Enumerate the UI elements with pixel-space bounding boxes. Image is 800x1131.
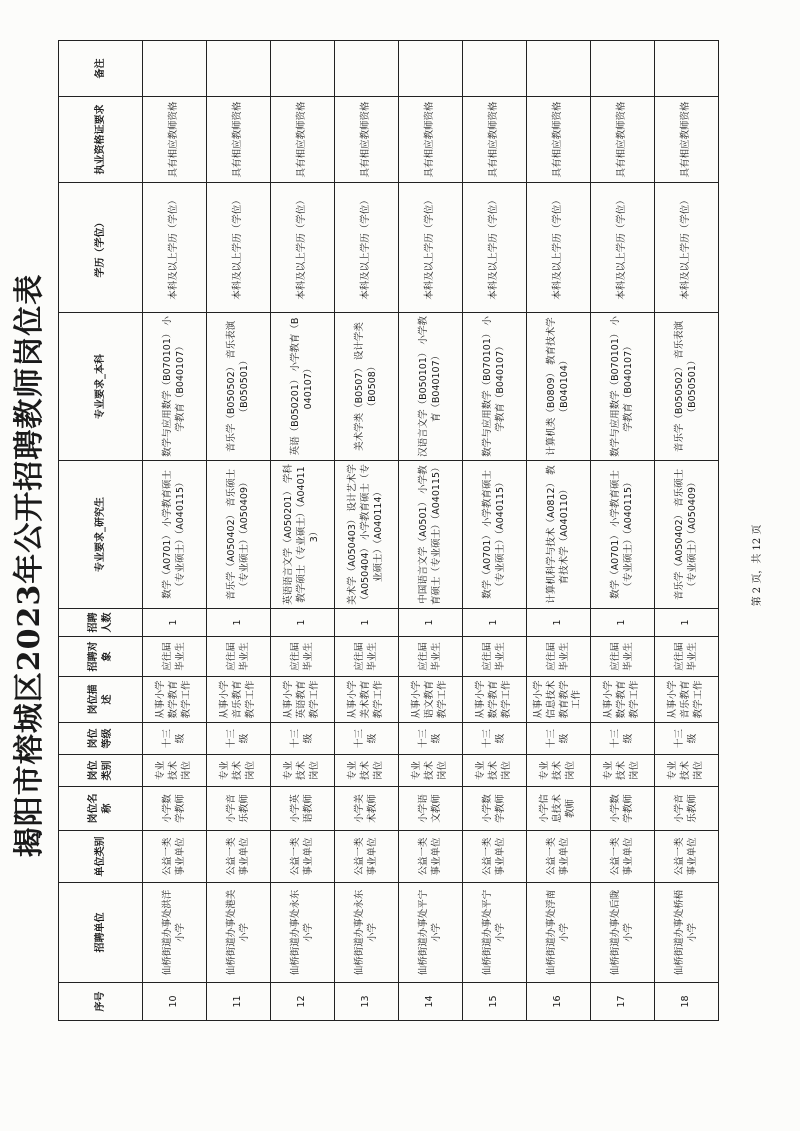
cell-major-ug: 数学与应用数学（B070101） 小学教育（B040107） (591, 313, 655, 461)
cell-target: 应往届毕业生 (527, 637, 591, 677)
cell-major-grad: 英语语言文学（A050201） 学科教学硕士（专业硕士）（A040113） (271, 461, 335, 609)
cell-seq: 18 (655, 983, 719, 1021)
cell-post-desc: 从事小学数学教育教学工作 (463, 677, 527, 723)
header-post-grade: 岗位等级 (59, 723, 143, 755)
header-unit-type: 单位类别 (59, 831, 143, 883)
cell-major-ug: 计算机类（B0809） 教育技术学（B040104） (527, 313, 591, 461)
cell-post-class: 专业技术岗位 (207, 755, 271, 787)
cell-seq: 13 (335, 983, 399, 1021)
header-major-ug: 专业要求_本科 (59, 313, 143, 461)
cell-count: 1 (271, 609, 335, 637)
cell-cert: 具有相应教师资格 (463, 97, 527, 183)
cell-major-ug: 英语（B050201） 小学教育（B040107） (271, 313, 335, 461)
cell-post-class: 专业技术岗位 (399, 755, 463, 787)
cell-post-desc: 从事小学英语教育教学工作 (271, 677, 335, 723)
cell-post-grade: 十三级 (591, 723, 655, 755)
cell-cert: 具有相应教师资格 (335, 97, 399, 183)
cell-post-grade: 十三级 (207, 723, 271, 755)
cell-major-grad: 美术学（A050403） 设计艺术学（A050404） 小学教育硕士（专业硕士）（A040114） (335, 461, 399, 609)
header-count: 招聘人数 (59, 609, 143, 637)
cell-target: 应往届毕业生 (463, 637, 527, 677)
cell-remark (463, 41, 527, 97)
cell-post-name: 小学音乐教师 (655, 787, 719, 831)
cell-target: 应往届毕业生 (655, 637, 719, 677)
cell-count: 1 (399, 609, 463, 637)
cell-post-class: 专业技术岗位 (463, 755, 527, 787)
cell-post-class: 专业技术岗位 (591, 755, 655, 787)
cell-major-grad: 中国语言文学（A0501） 小学教育硕士（专业硕士）（A040115） (399, 461, 463, 609)
cell-unit: 仙桥街道办事处平宁小学 (463, 883, 527, 983)
cell-cert: 具有相应教师资格 (591, 97, 655, 183)
cell-degree: 本科及以上学历（学位） (527, 183, 591, 313)
cell-post-name: 小学语文教师 (399, 787, 463, 831)
cell-target: 应往届毕业生 (207, 637, 271, 677)
cell-post-name: 小学数学教师 (591, 787, 655, 831)
header-unit: 招聘单位 (59, 883, 143, 983)
cell-unit: 仙桥街道办事处永东小学 (271, 883, 335, 983)
cell-target: 应往届毕业生 (271, 637, 335, 677)
cell-remark (271, 41, 335, 97)
header-cert: 执业资格证要求 (59, 97, 143, 183)
cell-remark (591, 41, 655, 97)
cell-unit-type: 公益一类事业单位 (399, 831, 463, 883)
cell-remark (527, 41, 591, 97)
cell-major-grad: 数学（A0701） 小学教育硕士（专业硕士）（A040115） (591, 461, 655, 609)
cell-remark (207, 41, 271, 97)
header-major-grad: 专业要求_研究生 (59, 461, 143, 609)
header-seq: 序号 (59, 983, 143, 1021)
cell-unit: 仙桥街道办事处后陇小学 (591, 883, 655, 983)
cell-unit: 仙桥街道办事处浮南小学 (527, 883, 591, 983)
table-row (655, 41, 719, 1021)
cell-major-ug: 美术学类（B0507） 设计学类（B0508） (335, 313, 399, 461)
cell-seq: 12 (271, 983, 335, 1021)
cell-count: 1 (207, 609, 271, 637)
cell-unit-type: 公益一类事业单位 (527, 831, 591, 883)
table-row (463, 41, 527, 1021)
cell-target: 应往届毕业生 (143, 637, 207, 677)
cell-cert: 具有相应教师资格 (527, 97, 591, 183)
cell-major-ug: 数学与应用数学（B070101） 小学教育（B040107） (463, 313, 527, 461)
cell-major-grad: 音乐学（A050402） 音乐硕士（专业硕士）（A050409） (207, 461, 271, 609)
cell-post-name: 小学美术教师 (335, 787, 399, 831)
cell-cert: 具有相应教师资格 (399, 97, 463, 183)
cell-post-class: 专业技术岗位 (335, 755, 399, 787)
cell-target: 应往届毕业生 (399, 637, 463, 677)
table-row (527, 41, 591, 1021)
cell-major-grad: 计算机科学与技术（A0812） 教育技术学（A040110） (527, 461, 591, 609)
table-row (143, 41, 207, 1021)
header-post-desc: 岗位描述 (59, 677, 143, 723)
cell-count: 1 (463, 609, 527, 637)
cell-major-ug: 数学与应用数学（B070101） 小学教育（B040107） (143, 313, 207, 461)
table-header-row (59, 41, 143, 1021)
cell-major-grad: 数学（A0701） 小学教育硕士（专业硕士）（A040115） (143, 461, 207, 609)
cell-post-desc: 从事小学信息技术教育教学工作 (527, 677, 591, 723)
cell-major-grad: 音乐学（A050402） 音乐硕士（专业硕士）（A050409） (655, 461, 719, 609)
cell-post-desc: 从事小学音乐教育教学工作 (655, 677, 719, 723)
cell-cert: 具有相应教师资格 (143, 97, 207, 183)
cell-unit-type: 公益一类事业单位 (143, 831, 207, 883)
cell-post-name: 小学音乐教师 (207, 787, 271, 831)
cell-post-desc: 从事小学语文教育教学工作 (399, 677, 463, 723)
table-row (591, 41, 655, 1021)
cell-remark (655, 41, 719, 97)
cell-post-name: 小学英语教师 (271, 787, 335, 831)
cell-unit: 仙桥街道办事处桥梧小学 (655, 883, 719, 983)
cell-post-grade: 十三级 (655, 723, 719, 755)
cell-cert: 具有相应教师资格 (271, 97, 335, 183)
recruitment-table (58, 40, 719, 1021)
header-post-class: 岗位类别 (59, 755, 143, 787)
cell-post-name: 小学信息技术教师 (527, 787, 591, 831)
cell-unit-type: 公益一类事业单位 (591, 831, 655, 883)
cell-target: 应往届毕业生 (335, 637, 399, 677)
table-row (335, 41, 399, 1021)
cell-post-desc: 从事小学美术教育教学工作 (335, 677, 399, 723)
cell-post-grade: 十三级 (527, 723, 591, 755)
header-degree: 学历（学位） (59, 183, 143, 313)
header-post-name: 岗位名称 (59, 787, 143, 831)
cell-degree: 本科及以上学历（学位） (399, 183, 463, 313)
cell-post-grade: 十三级 (143, 723, 207, 755)
cell-major-ug: 音乐学（B050502） 音乐表演（B050501） (655, 313, 719, 461)
cell-degree: 本科及以上学历（学位） (591, 183, 655, 313)
cell-post-grade: 十三级 (335, 723, 399, 755)
table-row (399, 41, 463, 1021)
cell-unit: 仙桥街道办事处平宁小学 (399, 883, 463, 983)
cell-post-desc: 从事小学数学教育教学工作 (143, 677, 207, 723)
cell-seq: 17 (591, 983, 655, 1021)
cell-degree: 本科及以上学历（学位） (271, 183, 335, 313)
cell-count: 1 (591, 609, 655, 637)
cell-unit: 仙桥街道办事处永东小学 (335, 883, 399, 983)
cell-post-grade: 十三级 (463, 723, 527, 755)
cell-cert: 具有相应教师资格 (207, 97, 271, 183)
cell-remark (399, 41, 463, 97)
cell-unit-type: 公益一类事业单位 (463, 831, 527, 883)
cell-post-grade: 十三级 (399, 723, 463, 755)
cell-post-class: 专业技术岗位 (143, 755, 207, 787)
cell-degree: 本科及以上学历（学位） (655, 183, 719, 313)
cell-cert: 具有相应教师资格 (655, 97, 719, 183)
page-title: 揭阳市榕城区2023年公开招聘教师岗位表 (12, 273, 47, 858)
cell-post-name: 小学数学教师 (143, 787, 207, 831)
cell-remark (335, 41, 399, 97)
cell-seq: 10 (143, 983, 207, 1021)
cell-post-desc: 从事小学音乐教育教学工作 (207, 677, 271, 723)
table-row (271, 41, 335, 1021)
cell-unit: 仙桥街道办事处洪洋小学 (143, 883, 207, 983)
cell-seq: 11 (207, 983, 271, 1021)
cell-unit-type: 公益一类事业单位 (335, 831, 399, 883)
cell-seq: 16 (527, 983, 591, 1021)
cell-count: 1 (655, 609, 719, 637)
cell-count: 1 (335, 609, 399, 637)
cell-degree: 本科及以上学历（学位） (335, 183, 399, 313)
cell-post-desc: 从事小学数学教育教学工作 (591, 677, 655, 723)
table-row (207, 41, 271, 1021)
cell-unit-type: 公益一类事业单位 (655, 831, 719, 883)
cell-unit-type: 公益一类事业单位 (271, 831, 335, 883)
cell-major-ug: 汉语言文学（B050101） 小学教育（B040107） (399, 313, 463, 461)
header-target: 招聘对象 (59, 637, 143, 677)
cell-seq: 14 (399, 983, 463, 1021)
cell-degree: 本科及以上学历（学位） (463, 183, 527, 313)
cell-target: 应往届毕业生 (591, 637, 655, 677)
cell-count: 1 (143, 609, 207, 637)
cell-count: 1 (527, 609, 591, 637)
cell-degree: 本科及以上学历（学位） (143, 183, 207, 313)
cell-post-class: 专业技术岗位 (271, 755, 335, 787)
cell-post-grade: 十三级 (271, 723, 335, 755)
cell-seq: 15 (463, 983, 527, 1021)
cell-major-ug: 音乐学（B050502） 音乐表演（B050501） (207, 313, 271, 461)
cell-remark (143, 41, 207, 97)
header-remark: 备注 (59, 41, 143, 97)
cell-unit-type: 公益一类事业单位 (207, 831, 271, 883)
cell-post-name: 小学数学教师 (463, 787, 527, 831)
cell-post-class: 专业技术岗位 (655, 755, 719, 787)
cell-unit: 仙桥街道办事处港美小学 (207, 883, 271, 983)
page-number: 第 2 页，共 12 页 (752, 524, 763, 607)
cell-major-grad: 数学（A0701） 小学教育硕士（专业硕士）（A040115） (463, 461, 527, 609)
cell-degree: 本科及以上学历（学位） (207, 183, 271, 313)
cell-post-class: 专业技术岗位 (527, 755, 591, 787)
